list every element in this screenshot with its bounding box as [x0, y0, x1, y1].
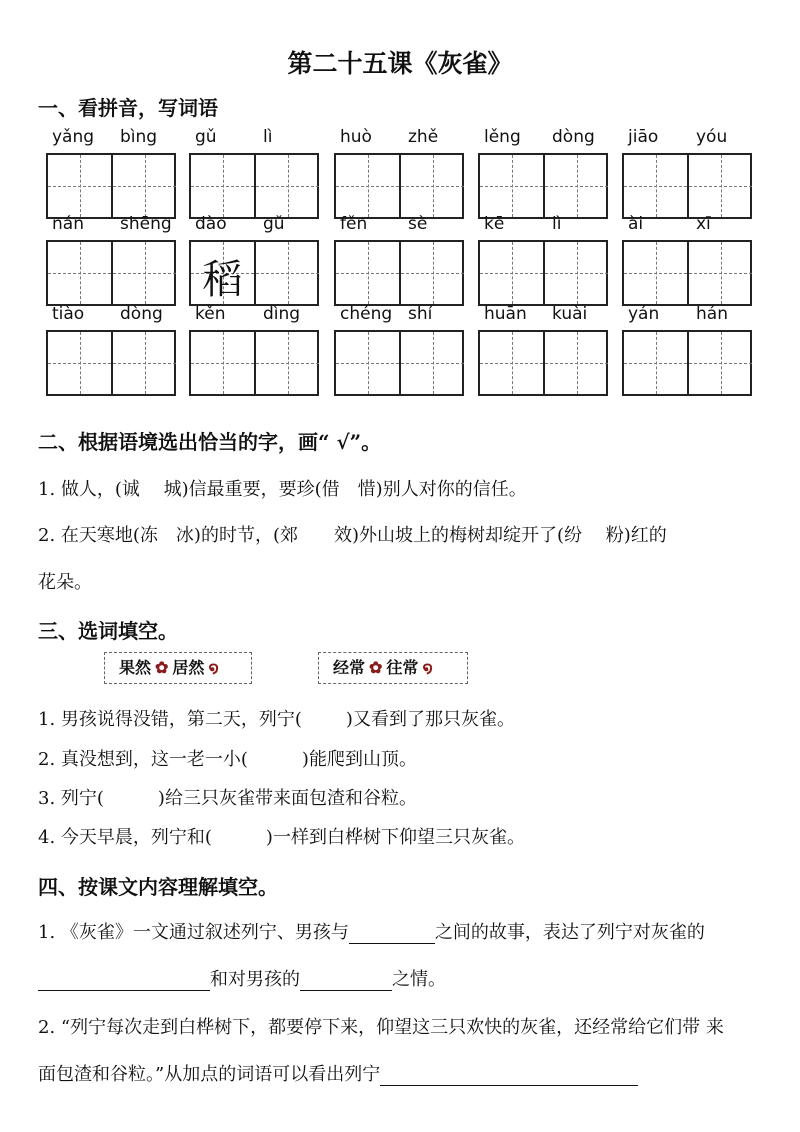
pinyin-label: fěn	[340, 214, 368, 234]
section4-question-2-line1: 2. “列宁每次走到白桦树下，都要停下来，仰望这三只欢快的灰雀，还经常给它们带 来	[38, 1017, 724, 1038]
pinyin-label: sè	[408, 214, 428, 234]
pinyin-label: jiāo	[628, 127, 659, 147]
pinyin-label: shí	[408, 304, 433, 324]
fill-item-1: 1. 男孩说得没错，第二天，列宁( )又看到了那只灰雀。	[38, 709, 515, 730]
tian-grid-cell[interactable]	[480, 242, 545, 304]
pinyin-label: yóu	[696, 127, 728, 147]
pinyin-label: dào	[195, 214, 227, 234]
section2-heading: 二、根据语境选出恰当的字，画“ √”。	[38, 430, 382, 454]
tian-grid-cell[interactable]	[256, 332, 319, 394]
answer-blank[interactable]	[349, 925, 435, 944]
pinyin-label: huò	[340, 127, 372, 147]
pinyin-label: kē	[484, 214, 505, 234]
writing-box	[622, 153, 752, 219]
writing-box	[334, 153, 464, 219]
tian-grid-cell[interactable]	[401, 242, 464, 304]
tian-grid-cell[interactable]	[480, 332, 545, 394]
pinyin-label: dòng	[120, 304, 163, 324]
tian-grid-cell[interactable]	[689, 332, 752, 394]
tian-grid-cell[interactable]	[113, 242, 176, 304]
pinyin-label: shēng	[120, 214, 172, 234]
pinyin-label: gǔ	[263, 214, 285, 234]
pinyin-label: lěng	[484, 127, 521, 147]
pinyin-label: dòng	[552, 127, 595, 147]
tian-grid-cell[interactable]	[545, 242, 608, 304]
section1-heading: 一、看拼音，写词语	[38, 96, 218, 120]
pinyin-label: huān	[484, 304, 527, 324]
writing-box	[189, 330, 319, 396]
section4-question-2-line2: 面包渣和谷粒。”从加点的词语可以看出列宁	[38, 1060, 638, 1086]
tian-grid-cell[interactable]	[191, 242, 256, 304]
pinyin-label: hán	[696, 304, 728, 324]
word-option: 经常	[333, 658, 366, 677]
answer-blank[interactable]	[300, 972, 392, 991]
word-choice-chip-1	[104, 652, 252, 684]
swirl-icon: ໑	[208, 658, 219, 677]
writing-box	[478, 330, 608, 396]
word-option: 居然	[172, 658, 205, 677]
tian-grid-cell[interactable]	[336, 242, 401, 304]
fill-item-4: 4. 今天早晨，列宁和( )一样到白桦树下仰望三只灰雀。	[38, 827, 525, 848]
tian-grid-cell[interactable]	[624, 155, 689, 217]
section2-question-1: 1. 做人，(诚 城)信最重要，要珍(借 惜)别人对你的信任。	[38, 479, 527, 500]
section2-question-2-line1: 2. 在天寒地(冻 冰)的时节，(郊 效)外山坡上的梅树却绽开了(纷 粉)红的	[38, 525, 667, 546]
tian-grid-cell[interactable]	[48, 155, 113, 217]
tian-grid-cell[interactable]	[191, 332, 256, 394]
pinyin-label: zhě	[408, 127, 439, 147]
tian-grid-cell[interactable]	[624, 332, 689, 394]
pinyin-label: kěn	[195, 304, 226, 324]
pinyin-label: tiào	[52, 304, 85, 324]
word-choice-chip-2	[318, 652, 468, 684]
tian-grid-cell[interactable]	[336, 332, 401, 394]
flower-icon: ✿	[369, 658, 383, 677]
tian-grid-cell[interactable]	[401, 155, 464, 217]
section4-heading: 四、按课文内容理解填空。	[38, 875, 278, 899]
swirl-icon: ໑	[422, 658, 433, 677]
tian-grid-cell[interactable]	[545, 155, 608, 217]
fill-item-2: 2. 真没想到，这一老一小( )能爬到山顶。	[38, 749, 417, 770]
pinyin-label: gǔ	[195, 127, 217, 147]
fill-item-3: 3. 列宁( )给三只灰雀带来面包渣和谷粒。	[38, 788, 417, 809]
tian-grid-cell[interactable]	[48, 332, 113, 394]
section4-question-1-line1: 1. 《灰雀》一文通过叙述列宁、男孩与 之间的故事，表达了列宁对灰雀的	[38, 922, 705, 943]
section4-question-1-line2: 和对男孩的 之情。	[38, 965, 446, 991]
tian-grid-cell[interactable]	[256, 155, 319, 217]
writing-box	[334, 240, 464, 306]
writing-box	[622, 330, 752, 396]
writing-box	[478, 153, 608, 219]
tian-grid-cell[interactable]	[336, 155, 401, 217]
tian-grid-cell[interactable]	[480, 155, 545, 217]
pinyin-label: dìng	[263, 304, 301, 324]
tian-grid-cell[interactable]	[256, 242, 319, 304]
pinyin-label: lì	[552, 214, 562, 234]
writing-box	[46, 153, 176, 219]
pinyin-label: yán	[628, 304, 660, 324]
writing-box	[478, 240, 608, 306]
example-character: 稻	[202, 257, 243, 303]
section2-question-2-line2: 花朵。	[38, 572, 92, 593]
writing-box	[46, 330, 176, 396]
tian-grid-cell[interactable]	[624, 242, 689, 304]
answer-blank[interactable]	[380, 1067, 638, 1086]
answer-blank[interactable]	[38, 972, 210, 991]
tian-grid-cell[interactable]	[113, 155, 176, 217]
writing-box	[334, 330, 464, 396]
tian-grid-cell[interactable]	[48, 242, 113, 304]
page-title: 第二十五课《灰雀》	[287, 49, 513, 78]
pinyin-label: nán	[52, 214, 84, 234]
tian-grid-cell[interactable]	[689, 155, 752, 217]
tian-grid-cell[interactable]	[401, 332, 464, 394]
pinyin-label: bìng	[120, 127, 158, 147]
writing-box	[189, 240, 319, 306]
tian-grid-cell[interactable]	[689, 242, 752, 304]
writing-box	[189, 153, 319, 219]
word-option: 往常	[386, 658, 419, 677]
pinyin-label: chéng	[340, 304, 393, 324]
section3-heading: 三、选词填空。	[38, 619, 178, 643]
tian-grid-cell[interactable]	[191, 155, 256, 217]
tian-grid-cell[interactable]	[113, 332, 176, 394]
word-option: 果然	[119, 658, 152, 677]
writing-box	[622, 240, 752, 306]
writing-box	[46, 240, 176, 306]
pinyin-label: lì	[263, 127, 273, 147]
tian-grid-cell[interactable]	[545, 332, 608, 394]
flower-icon: ✿	[155, 658, 169, 677]
pinyin-label: yǎng	[52, 127, 95, 147]
pinyin-label: ài	[628, 214, 644, 234]
pinyin-label: kuài	[552, 304, 588, 324]
pinyin-label: xī	[696, 214, 711, 234]
